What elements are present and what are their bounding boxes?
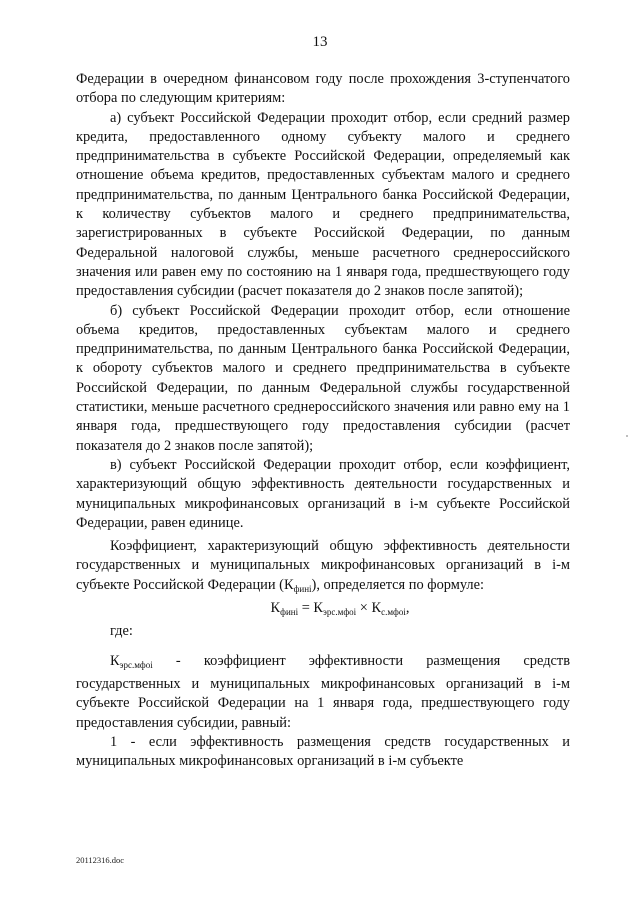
criterion-b-paragraph: б) субъект Российской Федерации проходит отбор, если отношение объема кредитов, предоставленных субъектам малого и среднего предпринимательства, по данным Центрального банка Российской Федерации, к обороту субъектов малого и среднего предпринимательства в субъекте Российской Федерации, по данным Федеральной службы государственной статистики, меньше расчетного среднероссийского значения или равно ему на 1 января года, предшествующего году предоставления субсидии (расчет показателя до 2 знаков после запятой);: [76, 302, 570, 454]
definition-paragraph: [76, 652, 570, 733]
coefficient-paragraph: [76, 537, 570, 599]
coefficient-tail: ), определяется по формуле:: [311, 576, 485, 593]
coefficient-text: Коэффициент, характеризующий общую эффективность деятельности государственных и муниципальных микрофинансовых организаций в i-м субъекте Российской Федерации (: [76, 538, 570, 593]
page-number: 13: [312, 34, 328, 50]
criterion-a-paragraph: а) субъект Российской Федерации проходит отбор, если средний размер кредита, предоставленного одному субъекту малого и среднего предпринимательства в субъекте Российской Федерации, определяемый как отношение объема кредитов, предоставленных субъектам малого и среднего предпринимательства, по данным Центрального банка Российской Федерации, к количеству субъектов малого и среднего предпринимательства, зарегистрированных в субъекте Российской Федерации, по данным Федеральной налоговой службы, меньше расчетного среднероссийского значения или равен ему по состоянию на 1 января года, предшествующего году предоставления субсидии (расчет показателя до 2 знаков после запятой);: [76, 109, 570, 300]
formula: $К_{фині} = К_{эрс.мфоі} \times К_{с.мфоі}$,: [270, 600, 410, 618]
definition-symbol: $К_{эрс.мфоі}$: [110, 652, 153, 670]
scan-speck: [626, 435, 628, 437]
where-label: где:: [110, 623, 133, 640]
criterion-v-paragraph: в) субъект Российской Федерации проходит отбор, если коэффициент, характеризующий общую эффективность деятельности государственных и муниципальных микрофинансовых организаций в i-м субъекте Российской Федерации, равен единице.: [76, 456, 570, 531]
definition-text: - коэффициент эффективности размещения средств государственных и муниципальных микрофинансовых организаций в i-м субъекте Российской Федерации на 1 января года, предшествующего году предоставления субсидии, равный:: [76, 652, 570, 731]
condition-paragraph: 1 - если эффективность размещения средств государственных и муниципальных микрофинансовых организаций в i-м субъекте: [76, 733, 570, 770]
file-name-footer: 20112316.doc: [76, 855, 125, 865]
paragraph-continuation: Федерации в очередном финансовом году после прохождения 3-ступенчатого отбора по следующим критериям:: [76, 71, 570, 107]
document-body: [76, 70, 570, 771]
coefficient-symbol: $К_{фині}$: [283, 576, 312, 594]
